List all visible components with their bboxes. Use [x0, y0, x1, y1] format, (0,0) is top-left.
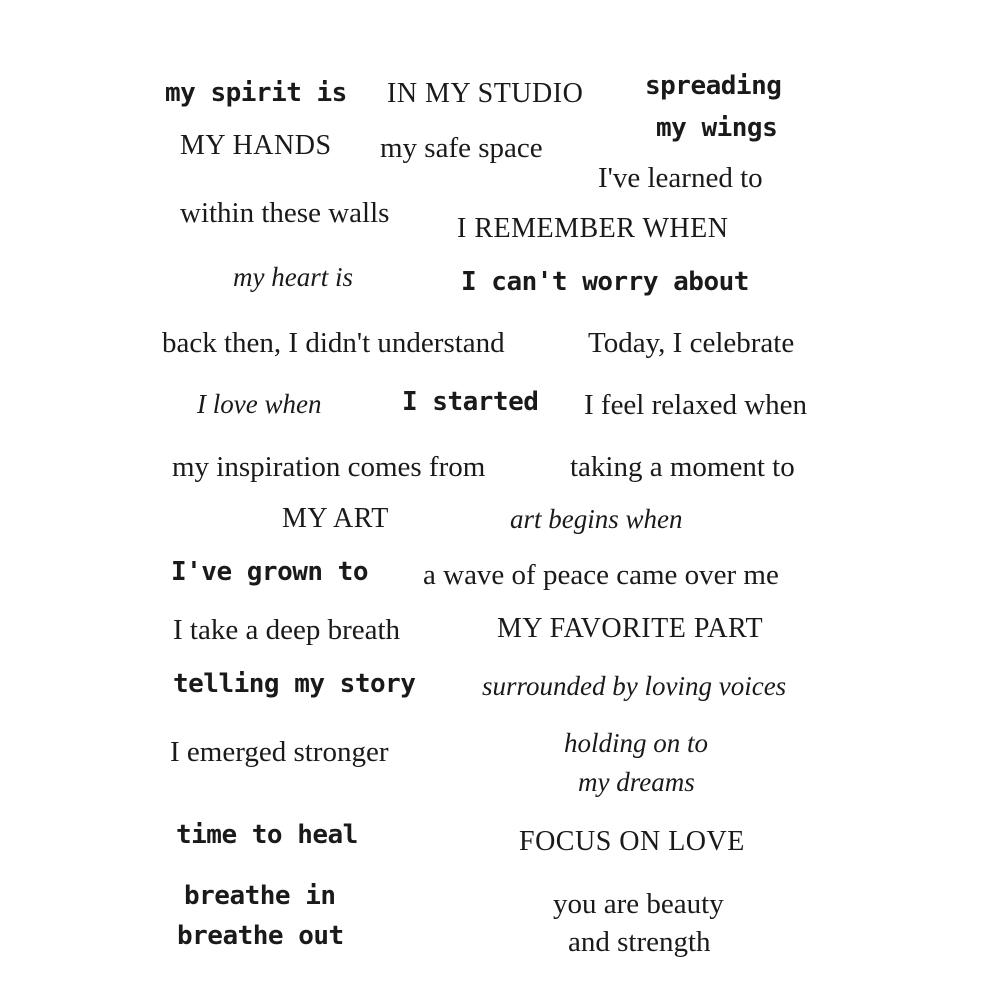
- phrase-breathe-out: breathe out: [177, 921, 344, 951]
- phrase-art-begins-when: art begins when: [510, 504, 683, 534]
- phrase-my-safe-space: my safe space: [380, 132, 543, 164]
- phrase-i-love-when: I love when: [197, 389, 322, 419]
- phrase-today-i-celebrate: Today, I celebrate: [588, 327, 795, 359]
- phrase-i-cant-worry-about: I can't worry about: [461, 267, 749, 297]
- phrase-and-strength: and strength: [568, 926, 711, 958]
- phrase-in-my-studio: IN MY STUDIO: [387, 78, 584, 109]
- phrase-time-to-heal: time to heal: [176, 820, 358, 850]
- phrase-spreading: spreading: [645, 71, 782, 101]
- phrase-surrounded-by-loving-voices: surrounded by loving voices: [482, 671, 787, 701]
- phrase-my-inspiration: my inspiration comes from: [172, 451, 486, 483]
- phrase-ive-grown-to: I've grown to: [171, 557, 368, 587]
- phrase-my-spirit-is: my spirit is: [165, 78, 347, 108]
- phrase-my-art: MY ART: [282, 503, 389, 534]
- phrase-you-are-beauty: you are beauty: [553, 888, 724, 920]
- phrase-ive-learned-to: I've learned to: [598, 162, 763, 194]
- phrase-my-hands: MY HANDS: [180, 130, 332, 161]
- phrase-i-remember-when: I REMEMBER WHEN: [457, 213, 729, 244]
- phrase-a-wave-of-peace: a wave of peace came over me: [423, 559, 779, 591]
- phrase-i-feel-relaxed-when: I feel relaxed when: [584, 389, 808, 421]
- phrase-within-these-walls: within these walls: [180, 197, 390, 229]
- phrase-telling-my-story: telling my story: [173, 669, 416, 699]
- phrase-my-favorite-part: MY FAVORITE PART: [497, 613, 764, 644]
- phrase-holding-on-to: holding on to: [564, 728, 709, 758]
- phrase-my-wings: my wings: [656, 113, 778, 143]
- phrase-i-take-a-deep-breath: I take a deep breath: [173, 614, 401, 646]
- phrase-my-dreams: my dreams: [578, 767, 695, 797]
- phrase-my-heart-is: my heart is: [233, 262, 353, 292]
- phrase-focus-on-love: FOCUS ON LOVE: [519, 826, 745, 857]
- phrase-i-emerged-stronger: I emerged stronger: [170, 736, 389, 768]
- phrase-taking-a-moment-to: taking a moment to: [570, 451, 795, 483]
- phrase-breathe-in: breathe in: [184, 881, 336, 911]
- phrase-i-started: I started: [402, 387, 539, 417]
- phrase-back-then: back then, I didn't understand: [162, 327, 505, 359]
